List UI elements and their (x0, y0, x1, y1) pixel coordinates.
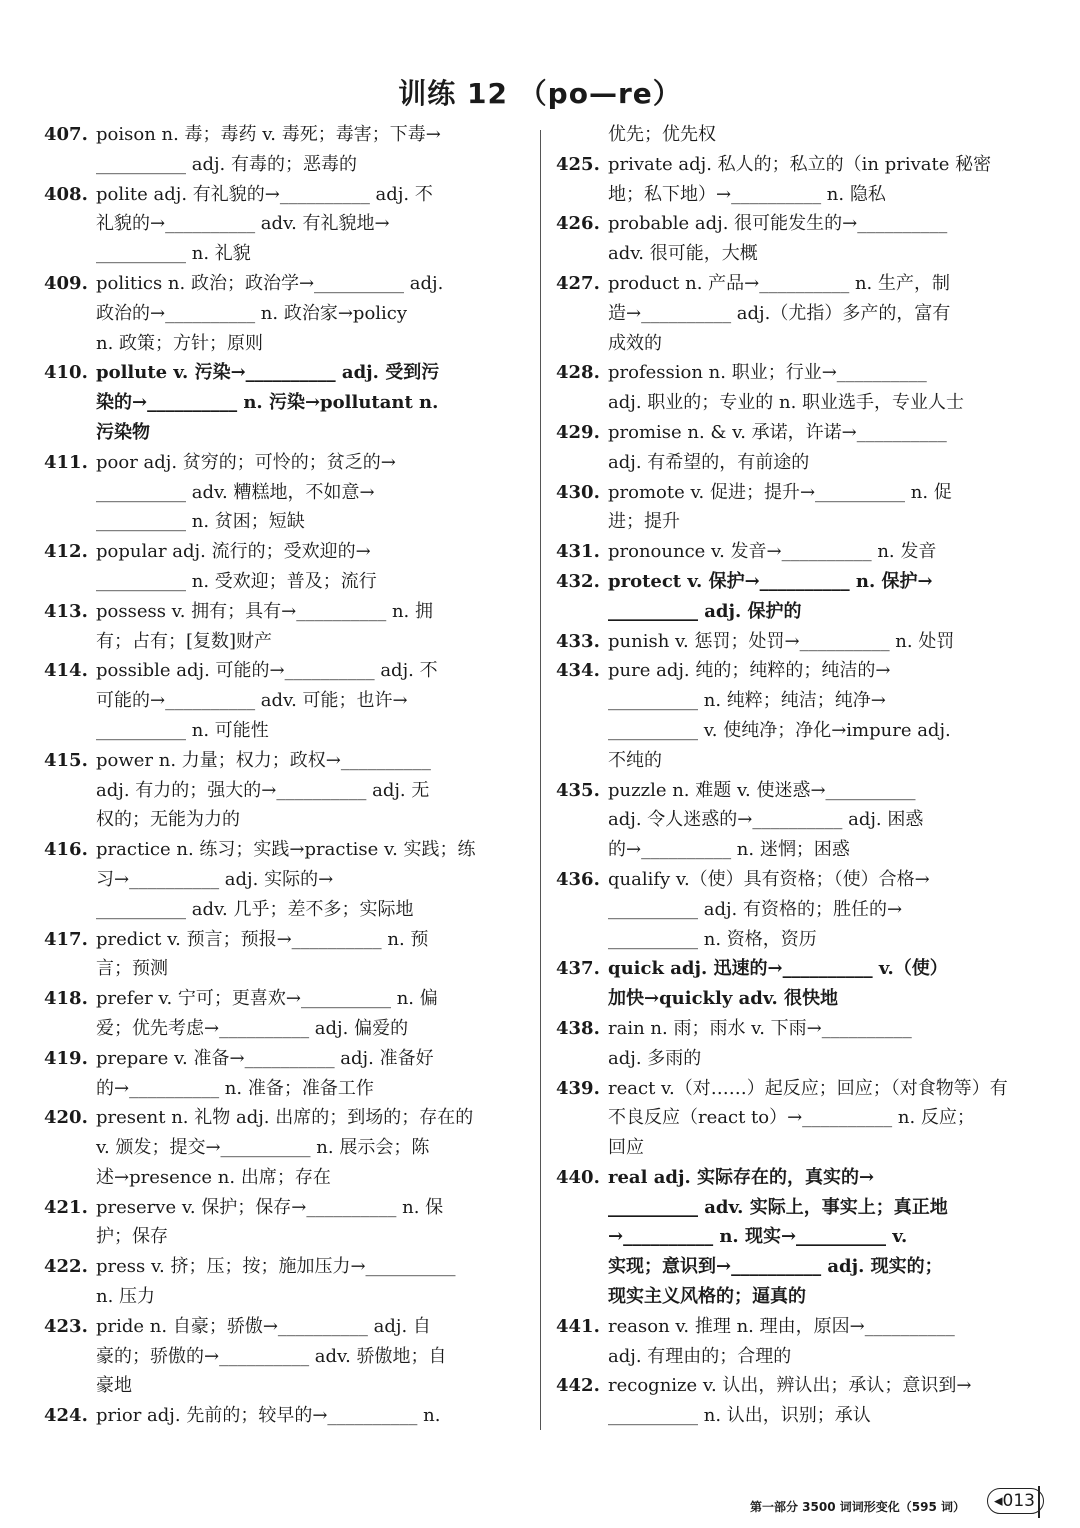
vocab-entry (44, 1193, 522, 1253)
vocab-entry (44, 1252, 522, 1312)
vocab-entry (556, 478, 1042, 538)
entry-line: 回应 (608, 1137, 644, 1159)
entry-line: adj. 多雨的 (608, 1047, 702, 1069)
entry-line: 成效的 (608, 332, 662, 354)
entry-line: __________ adv. 实际上，事实上；真正地 (608, 1196, 948, 1218)
vocab-entry (556, 627, 1042, 657)
vocab-entry (556, 954, 1042, 1014)
entry-line: __________ adv. 几乎；差不多；实际地 (96, 898, 414, 920)
entry-line: __________ n. 礼貌 (96, 243, 251, 265)
vocab-entry (44, 537, 522, 597)
entry-number: 441. (556, 1315, 600, 1337)
entry-number: 408. (44, 183, 88, 205)
entry-line: 爱；优先考虑→__________ adj. 偏爱的 (96, 1017, 409, 1039)
entry-number: 442. (556, 1375, 600, 1397)
entry-line: private adj. 私人的；私立的（in private 秘密 (608, 153, 992, 175)
vocab-entry (44, 597, 522, 657)
entry-line: __________ n. 可能性 (96, 719, 269, 741)
entry-number: 426. (556, 213, 600, 235)
entry-line: 进；提升 (608, 511, 680, 533)
entry-line: practice n. 练习；实践→practise v. 实践；练 (96, 839, 476, 861)
entry-line: politics n. 政治；政治学→__________ adj. (96, 272, 444, 294)
entry-line: 污染物 (96, 421, 150, 443)
entry-number: 421. (44, 1196, 88, 1218)
vocab-entry (556, 1312, 1042, 1372)
entry-line: punish v. 惩罚；处罚→__________ n. 处罚 (608, 630, 955, 652)
entry-number: 410. (44, 362, 88, 384)
vocab-entry (44, 358, 522, 447)
vocab-entry (556, 150, 1042, 210)
page-edge-mark (1038, 1486, 1040, 1518)
entry-line: qualify v.（使）具有资格；（使）合格→ (608, 868, 930, 890)
entry-number: 431. (556, 541, 600, 563)
entry-line: poor adj. 贫穷的；可怜的；贫乏的→ (96, 451, 396, 473)
vocab-entry (556, 656, 1042, 775)
entry-line: real adj. 实际存在的，真实的→ (608, 1166, 875, 1188)
entry-line: __________ n. 纯粹；纯洁；纯净→ (608, 690, 886, 712)
entry-number: 420. (44, 1107, 88, 1129)
page-number: ◂013 (987, 1488, 1044, 1514)
entry-number: 412. (44, 541, 88, 563)
entry-number: 430. (556, 481, 600, 503)
entry-number: 423. (44, 1315, 88, 1337)
vocab-entry (44, 1401, 522, 1431)
entry-line: 豪地 (96, 1375, 132, 1397)
vocab-entry (44, 656, 522, 745)
entry-line: 礼貌的→__________ adv. 有礼貌地→ (96, 213, 390, 235)
vocab-entry (44, 269, 522, 358)
entry-line: 的→__________ n. 迷惘；困惑 (608, 839, 850, 861)
vocab-entry (44, 120, 522, 180)
entry-line: pure adj. 纯的；纯粹的；纯洁的→ (608, 660, 891, 682)
entry-number: 409. (44, 272, 88, 294)
entry-line: 不良反应（react to）→__________ n. 反应； (608, 1107, 975, 1129)
right-column (556, 120, 1042, 1431)
entry-line: 有；占有；[复数]财产 (96, 630, 273, 652)
entry-number: 422. (44, 1256, 88, 1278)
entry-line: 可能的→__________ adv. 可能；也许→ (96, 690, 408, 712)
entry-line: puzzle n. 难题 v. 使迷惑→__________ (608, 779, 916, 801)
entry-line: 的→__________ n. 准备；准备工作 (96, 1077, 374, 1099)
entry-line: profession n. 职业；行业→__________ (608, 362, 927, 384)
entry-line: pollute v. 污染→__________ adj. 受到污 (96, 362, 440, 384)
vocab-entry (556, 418, 1042, 478)
entry-line: v. 颁发；提交→__________ n. 展示会；陈 (96, 1137, 430, 1159)
entry-number: 440. (556, 1166, 600, 1188)
vocab-entry (556, 776, 1042, 865)
entry-number: 429. (556, 421, 600, 443)
entry-line: pronounce v. 发音→__________ n. 发音 (608, 541, 937, 563)
entry-line: promise n. & v. 承诺，许诺→__________ (608, 421, 947, 443)
entry-line: 述→presence n. 出席；存在 (96, 1166, 331, 1188)
vocab-entry (556, 1163, 1042, 1312)
entry-line: __________ adj. 有毒的；恶毒的 (96, 153, 357, 175)
entry-line: quick adj. 迅速的→__________ v.（使） (608, 958, 948, 980)
entry-line: 现实主义风格的；逼真的 (608, 1286, 806, 1308)
entry-line: n. 政策；方针；原则 (96, 332, 264, 354)
entry-number: 438. (556, 1017, 600, 1039)
entry-line: probable adj. 很可能发生的→__________ (608, 213, 948, 235)
vocab-entry (44, 984, 522, 1044)
entry-line: recognize v. 认出，辨认出；承认；意识到→ (608, 1375, 972, 1397)
entry-number: 428. (556, 362, 600, 384)
entry-line: reason v. 推理 n. 理由，原因→__________ (608, 1315, 955, 1337)
entry-line: __________ n. 资格，资历 (608, 928, 817, 950)
entry-number: 414. (44, 660, 88, 682)
entry-line: n. 压力 (96, 1286, 156, 1308)
entry-line: 实现；意识到→__________ adj. 现实的； (608, 1256, 943, 1278)
entry-line: __________ n. 认出，识别；承认 (608, 1405, 871, 1427)
entry-line: prefer v. 宁可；更喜欢→__________ n. 偏 (96, 988, 438, 1010)
vocab-entry (556, 120, 1042, 150)
vocab-entry (556, 269, 1042, 358)
entry-line: adj. 令人迷惑的→__________ adj. 困惑 (608, 809, 924, 831)
entry-line: 豪的；骄傲的→__________ adv. 骄傲地；自 (96, 1345, 447, 1367)
entry-number: 433. (556, 630, 600, 652)
entry-line: rain n. 雨；雨水 v. 下雨→__________ (608, 1017, 912, 1039)
entry-line: press v. 挤；压；按；施加压力→__________ (96, 1256, 456, 1278)
vocab-entry (44, 746, 522, 835)
entry-line: 权的；无能为力的 (96, 809, 240, 831)
vocab-entry (44, 1103, 522, 1192)
entry-number: 435. (556, 779, 600, 801)
entry-number: 413. (44, 600, 88, 622)
entry-number: 416. (44, 839, 88, 861)
entry-number: 417. (44, 928, 88, 950)
entry-line: prior adj. 先前的；较早的→__________ n. (96, 1405, 441, 1427)
entry-line: →__________ n. 现实→__________ v. (608, 1226, 908, 1248)
entry-line: react v.（对……）起反应；回应；（对食物等）有 (608, 1077, 1008, 1099)
entry-line: polite adj. 有礼貌的→__________ adj. 不 (96, 183, 433, 205)
entry-line: possible adj. 可能的→__________ adj. 不 (96, 660, 438, 682)
entry-line: __________ v. 使纯净；净化→impure adj. (608, 719, 951, 741)
vocab-entry (556, 1371, 1042, 1431)
entry-number: 434. (556, 660, 600, 682)
entry-number: 419. (44, 1047, 88, 1069)
vocab-entry (556, 358, 1042, 418)
entry-number: 418. (44, 988, 88, 1010)
entry-line: adj. 有希望的，有前途的 (608, 451, 810, 473)
entry-line: 护；保存 (96, 1226, 168, 1248)
entry-line: prepare v. 准备→__________ adj. 准备好 (96, 1047, 434, 1069)
vocab-entry (556, 537, 1042, 567)
page-title: 训练 12 （po—re） (398, 77, 682, 110)
entry-line: 言；预测 (96, 958, 168, 980)
entry-line: 加快→quickly adv. 很快地 (608, 988, 839, 1010)
entry-line: adj. 有力的；强大的→__________ adj. 无 (96, 779, 430, 801)
column-divider (540, 130, 541, 1430)
entry-line: __________ adj. 有资格的；胜任的→ (608, 898, 903, 920)
entry-line: __________ n. 受欢迎；普及；流行 (96, 570, 377, 592)
entry-number: 425. (556, 153, 600, 175)
vocab-entry (44, 1312, 522, 1401)
entry-line: 政治的→__________ n. 政治家→policy (96, 302, 408, 324)
entry-number: 439. (556, 1077, 600, 1099)
entry-line: 优先；优先权 (608, 124, 716, 145)
entry-number: 407. (44, 124, 88, 145)
vocab-entry (44, 835, 522, 924)
entry-line: __________ adv. 糟糕地，不如意→ (96, 481, 375, 503)
vocab-entry (44, 180, 522, 269)
entry-number: 432. (556, 570, 600, 592)
entry-number: 437. (556, 958, 600, 980)
vocab-entry (556, 865, 1042, 954)
vocab-entry (556, 567, 1042, 627)
entry-number: 424. (44, 1405, 88, 1427)
entry-line: pride n. 自豪；骄傲→__________ adj. 自 (96, 1315, 431, 1337)
left-column (44, 120, 522, 1431)
entry-line: popular adj. 流行的；受欢迎的→ (96, 541, 371, 563)
entry-line: adj. 职业的；专业的 n. 职业选手，专业人士 (608, 392, 965, 414)
entry-line: preserve v. 保护；保存→__________ n. 保 (96, 1196, 444, 1218)
entry-number: 427. (556, 272, 600, 294)
vocab-entry (556, 1014, 1042, 1074)
entry-line: 造→__________ adj.（尤指）多产的，富有 (608, 302, 951, 324)
entry-number: 411. (44, 451, 88, 473)
entry-line: possess v. 拥有；具有→__________ n. 拥 (96, 600, 433, 622)
entry-line: present n. 礼物 adj. 出席的；到场的；存在的 (96, 1107, 474, 1129)
entry-number: 436. (556, 868, 600, 890)
entry-line: 地；私下地）→__________ n. 隐私 (608, 183, 886, 205)
entry-line: power n. 力量；权力；政权→__________ (96, 749, 431, 771)
entry-line: product n. 产品→__________ n. 生产，制 (608, 272, 950, 294)
entry-number: 415. (44, 749, 88, 771)
entry-line: poison n. 毒；毒药 v. 毒死；毒害；下毒→ (96, 124, 441, 145)
entry-line: predict v. 预言；预报→__________ n. 预 (96, 928, 429, 950)
entry-line: 习→__________ adj. 实际的→ (96, 868, 334, 890)
entry-line: __________ n. 贫困；短缺 (96, 511, 305, 533)
vocab-entry (556, 209, 1042, 269)
page-footer (700, 1484, 1050, 1524)
entry-line: promote v. 促进；提升→__________ n. 促 (608, 481, 952, 503)
entry-line: 染的→__________ n. 污染→pollutant n. (96, 392, 439, 414)
vocab-entry (44, 1044, 522, 1104)
entry-line: adj. 有理由的；合理的 (608, 1345, 792, 1367)
vocab-entry (556, 1074, 1042, 1163)
entry-line: adv. 很可能，大概 (608, 243, 758, 265)
entry-line: protect v. 保护→__________ n. 保护→ (608, 570, 933, 592)
vocab-entry (44, 448, 522, 537)
footer-section-label: 第一部分 3500 词词形变化（595 词） (750, 1500, 965, 1514)
vocab-entry (44, 925, 522, 985)
entry-line: 不纯的 (608, 749, 662, 771)
entry-line: __________ adj. 保护的 (608, 600, 802, 622)
